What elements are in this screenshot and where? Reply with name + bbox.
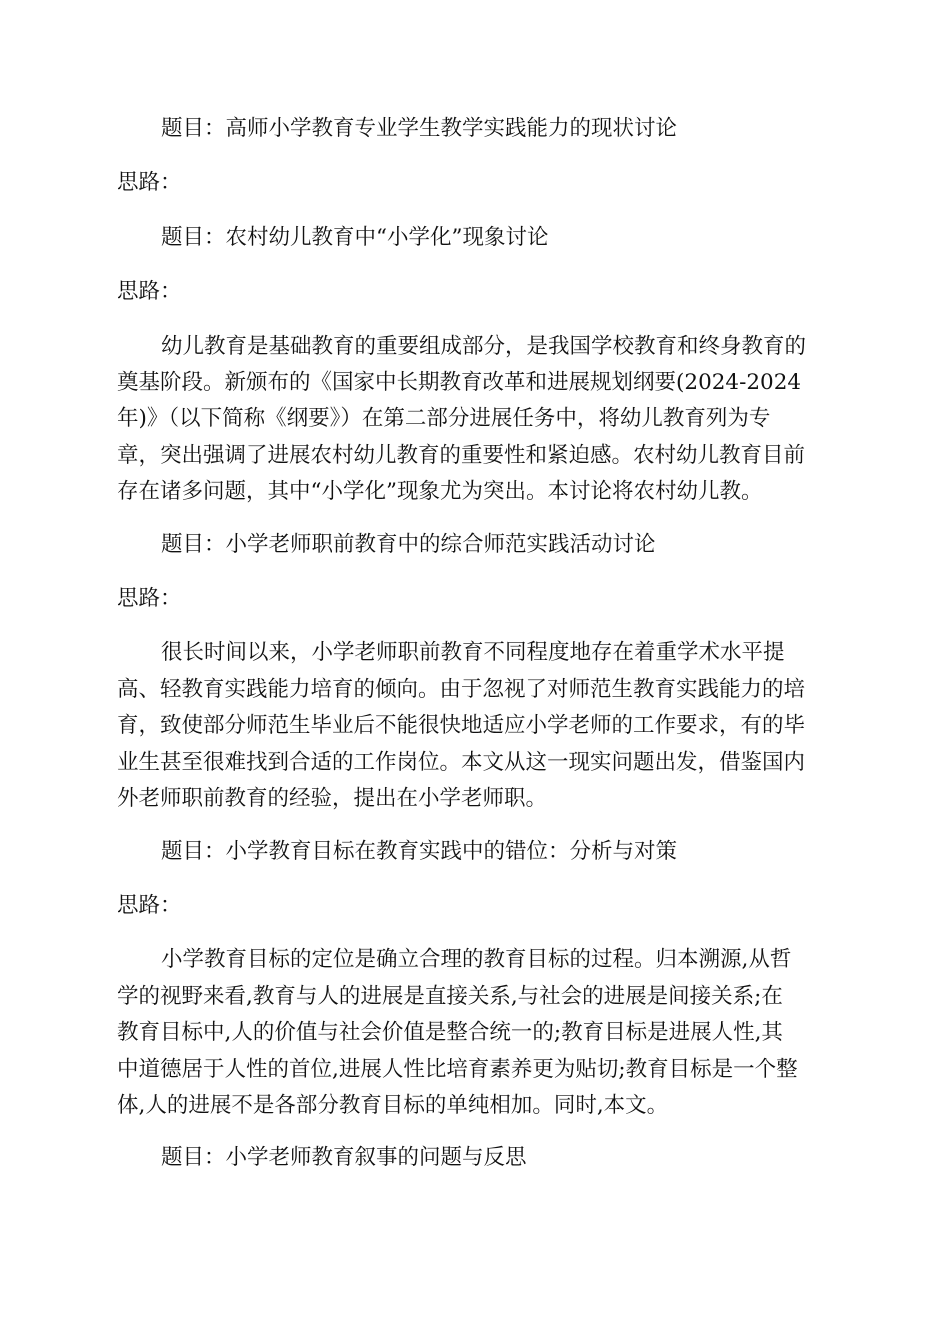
paragraph-line: 中道德居于人性的首位,进展人性比培育素养更为贴切;教育目标是一个整: [117, 1056, 798, 1082]
paragraph-line: 业生甚至很难找到合适的工作岗位。本文从这一现实问题出发，借鉴国内: [117, 749, 806, 775]
paragraph-line: 幼儿教育是基础教育的重要组成部分，是我国学校教育和终身教育的: [161, 333, 807, 359]
paragraph-line: 很长时间以来，小学老师职前教育不同程度地存在着重学术水平提: [161, 640, 785, 666]
section-label: 思路：: [117, 170, 182, 196]
section-title: 题目：小学老师教育叙事的问题与反思: [161, 1145, 527, 1171]
section-title: 题目：高师小学教育专业学生教学实践能力的现状讨论: [161, 116, 678, 141]
paragraph-line: 外老师职前教育的经验，提出在小学老师职。: [117, 786, 548, 812]
section-title: 题目：农村幼儿教育中“小学化”现象讨论: [161, 224, 549, 250]
section-title: 题目：小学教育目标在教育实践中的错位：分析与对策: [161, 838, 678, 864]
paragraph-line: 学的视野来看,教育与人的进展是直接关系,与社会的进展是间接关系;在: [117, 983, 783, 1009]
paragraph-line: 奠基阶段。新颁布的《国家中长期教育改革和进展规划纲要(2024-2024: [117, 370, 802, 396]
paragraph-line: 小学教育目标的定位是确立合理的教育目标的过程。归本溯源,从哲: [161, 947, 792, 973]
paragraph-line: 存在诸多问题，其中“小学化”现象尤为突出。本讨论将农村幼儿教。: [117, 479, 763, 505]
paragraph-line: 育，致使部分师范生毕业后不能很快地适应小学老师的工作要求，有的毕: [117, 713, 806, 739]
section-label: 思路：: [117, 586, 182, 612]
paragraph-line: 章，突出强调了进展农村幼儿教育的重要性和紧迫感。农村幼儿教育目前: [117, 442, 806, 468]
section-label: 思路：: [117, 892, 182, 918]
paragraph-line: 教育目标中,人的价值与社会价值是整合统一的;教育目标是进展人性,其: [117, 1020, 783, 1046]
section-paragraph: [117, 942, 833, 1124]
paragraph-line: 高、轻教育实践能力培育的倾向。由于忽视了对师范生教育实践能力的培: [117, 676, 806, 702]
paragraph-line: 体,人的进展不是各部分教育目标的单纯相加。同时,本文。: [117, 1092, 669, 1118]
section-paragraph: [117, 635, 833, 817]
document-body: [117, 111, 833, 1177]
section-title: 题目：小学老师职前教育中的综合师范实践活动讨论: [161, 531, 656, 557]
paragraph-line: 年)》（以下简称《纲要》）在第二部分进展任务中，将幼儿教育列为专: [117, 406, 771, 432]
section-label: 思路：: [117, 279, 182, 305]
section-paragraph: [117, 329, 833, 511]
